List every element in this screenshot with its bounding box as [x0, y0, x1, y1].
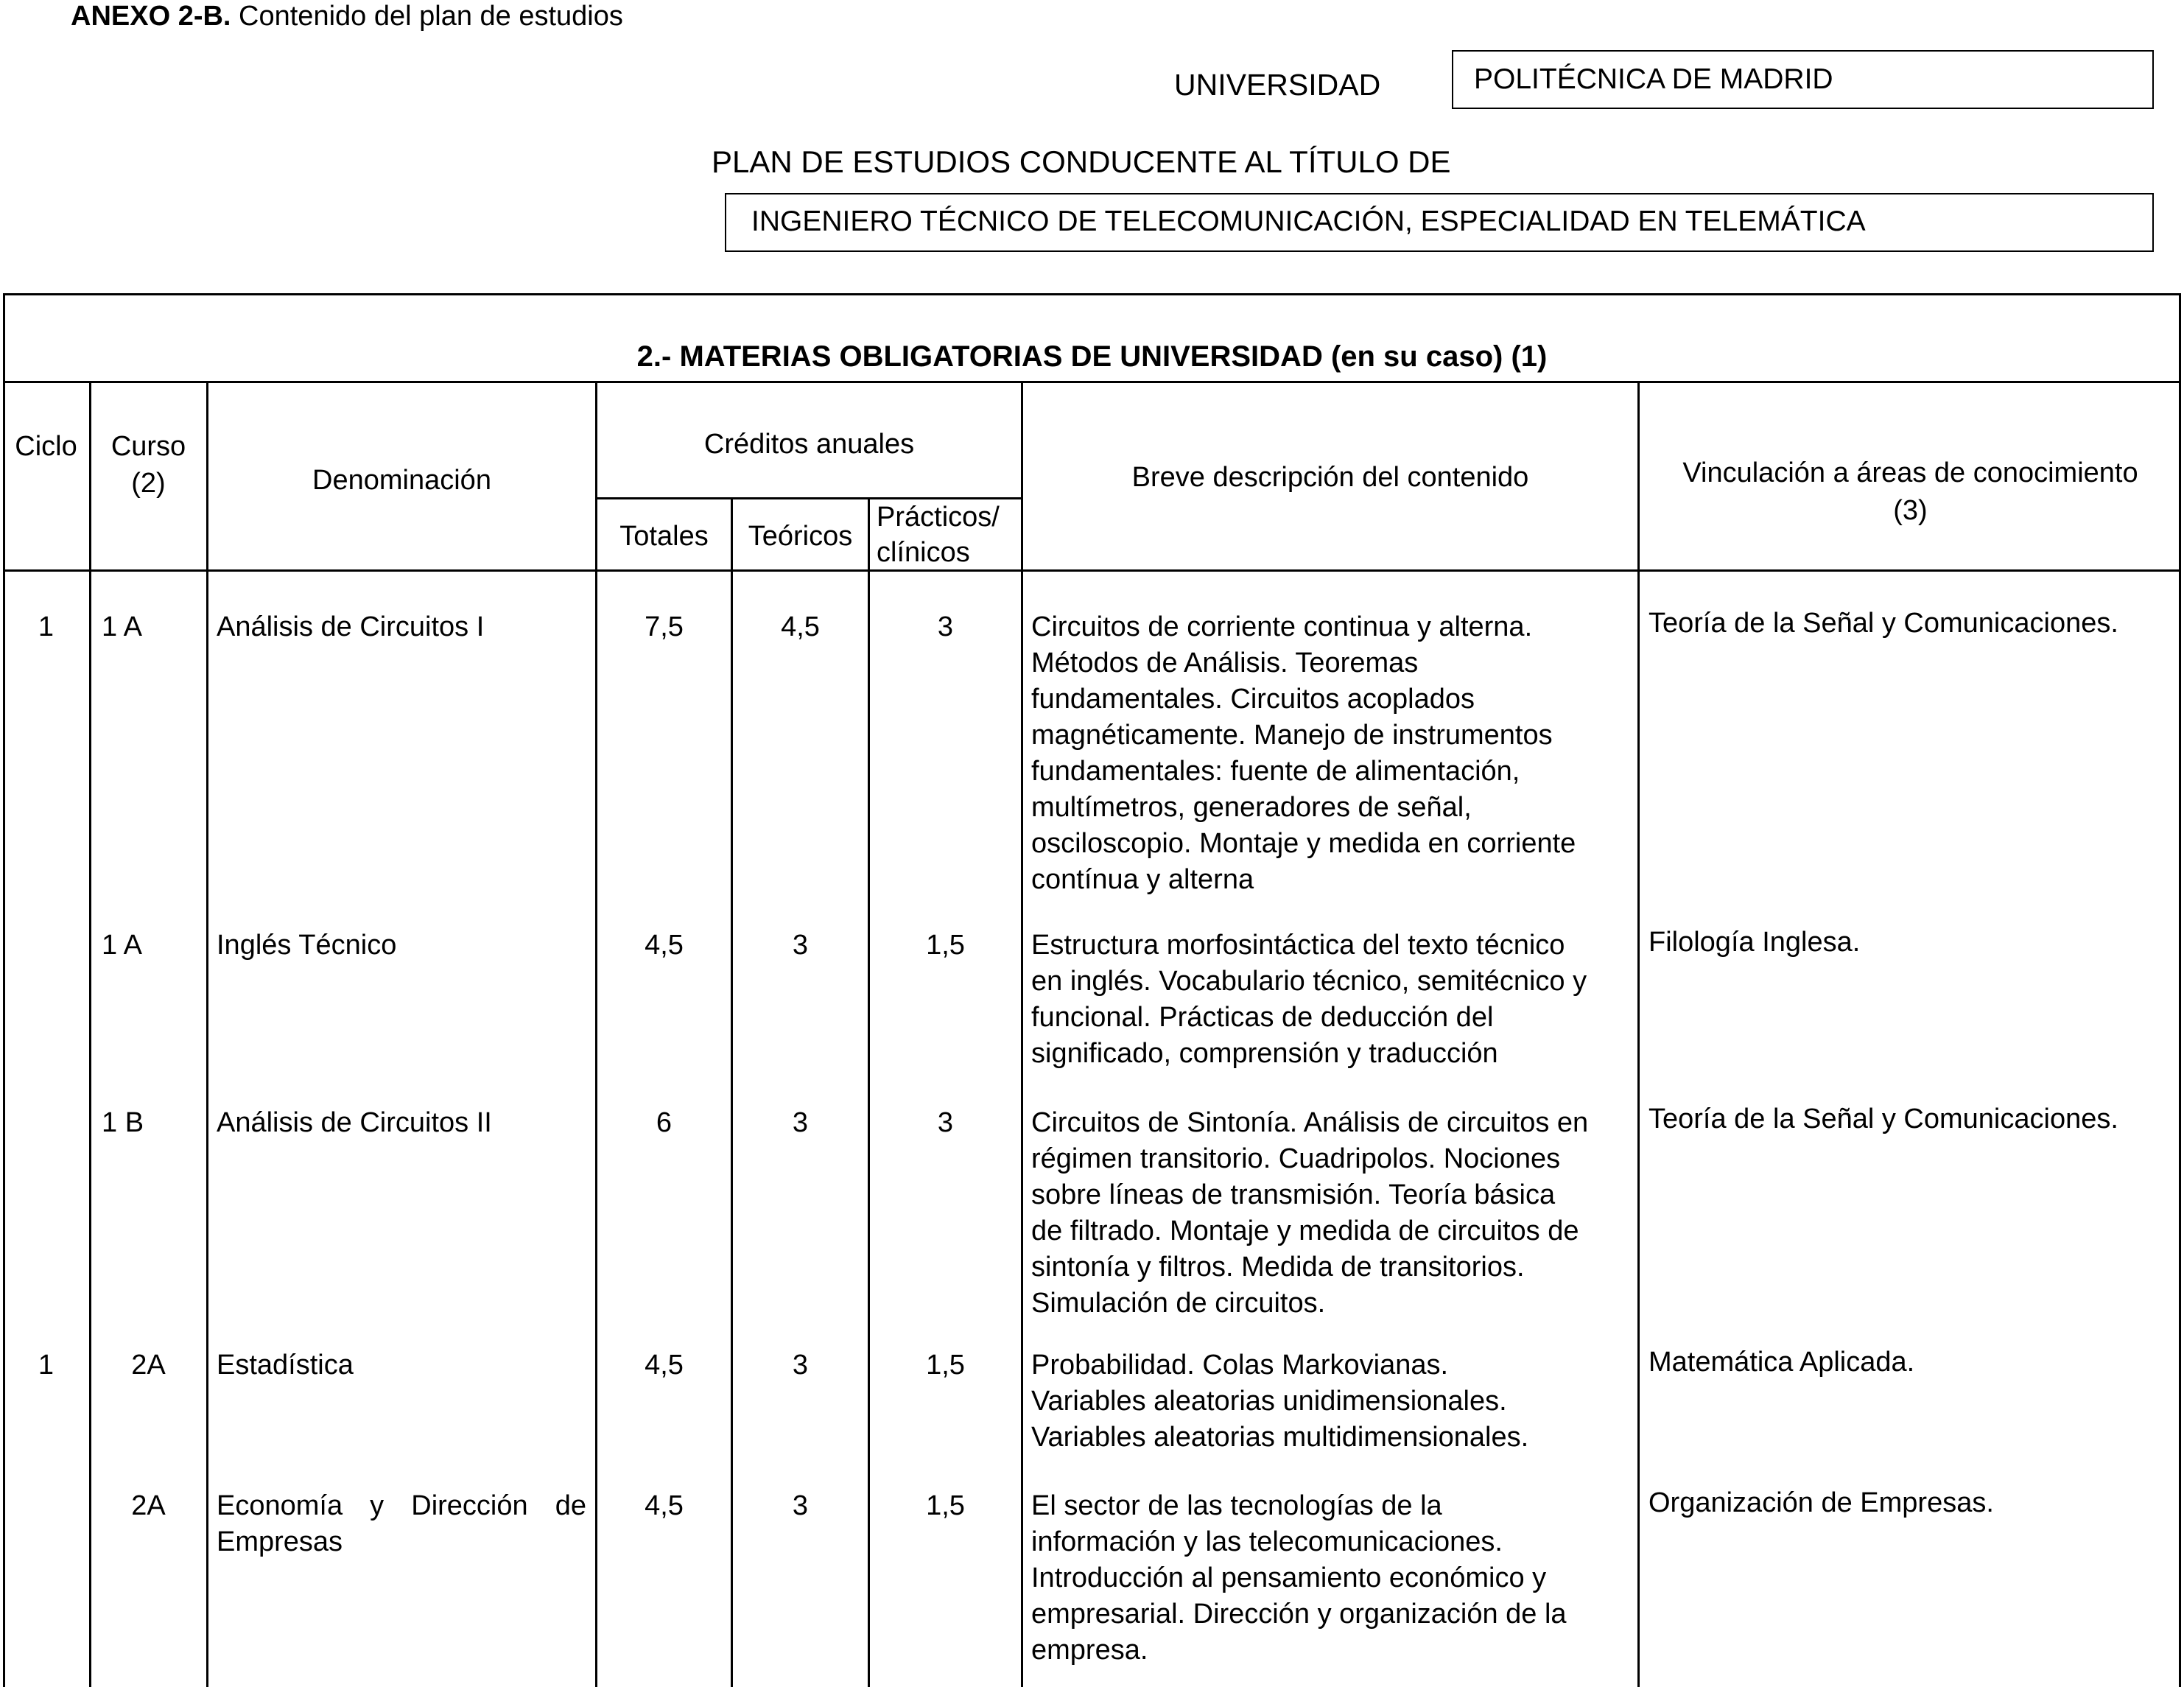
description-line: osciloscopio. Montaje y medida en corriente: [1031, 828, 1576, 859]
cell-ciclo: 1: [38, 1350, 55, 1381]
header-vinculacion-note: (3): [1893, 495, 1928, 526]
header-curso: Curso: [110, 431, 186, 462]
description-line: de filtrado. Montaje y medida de circuitos de: [1031, 1216, 1579, 1246]
header-practicos: Prácticos/: [877, 502, 1000, 533]
cell-teoricos: 4,5: [781, 611, 820, 642]
header-curso-note: (2): [131, 468, 166, 499]
cell-descripcion: [1031, 1105, 1588, 1322]
cell-denominacion: Análisis de Circuitos I: [217, 611, 485, 642]
cell-curso: 1 A: [102, 611, 142, 642]
header-descripcion: Breve descripción del contenido: [1131, 462, 1529, 493]
cell-totales: 6: [656, 1107, 673, 1138]
cell-totales: 7,5: [645, 611, 684, 642]
cell-practicos: 3: [937, 611, 954, 642]
cell-teoricos: 3: [792, 1490, 809, 1521]
column-divider-practicos: [1021, 383, 1023, 1687]
description-line: significado, comprensión y traducción: [1031, 1038, 1498, 1069]
description-line: en inglés. Vocabulario técnico, semitécnico y: [1031, 966, 1587, 997]
cell-denominacion: [217, 1488, 586, 1560]
description-line: funcional. Prácticas de deducción del: [1031, 1002, 1494, 1033]
cell-denominacion: Estadística: [217, 1350, 354, 1381]
header-ciclo: Ciclo: [15, 431, 77, 462]
description-line: Introducción al pensamiento económico y: [1031, 1563, 1547, 1593]
cell-teoricos: 3: [792, 1107, 809, 1138]
cell-totales: 4,5: [645, 1490, 684, 1521]
description-line: fundamentales: fuente de alimentación,: [1031, 756, 1520, 787]
description-line: Variables aleatorias multidimensionales.: [1031, 1422, 1529, 1453]
university-label: UNIVERSIDAD: [1174, 68, 1381, 102]
cell-curso: 2A: [131, 1350, 166, 1381]
cell-vinculacion: Filología Inglesa.: [1648, 927, 1861, 958]
denominacion-line: Empresas: [217, 1526, 343, 1557]
header-clinicos: clínicos: [877, 537, 970, 568]
table-title: 2.- MATERIAS OBLIGATORIAS DE UNIVERSIDAD (en su caso) (1): [636, 340, 1548, 373]
cell-practicos: 1,5: [926, 1350, 965, 1381]
annex-label: ANEXO 2-B.: [71, 1, 231, 32]
cell-ciclo: 1: [38, 611, 55, 642]
description-line: Circuitos de corriente continua y alterna.: [1031, 611, 1533, 642]
cell-practicos: 3: [937, 1107, 954, 1138]
description-line: magnéticamente. Manejo de instrumentos: [1031, 720, 1553, 751]
university-field: [1452, 50, 2154, 109]
cell-denominacion: Inglés Técnico: [217, 930, 397, 961]
description-line: Simulación de circuitos.: [1031, 1288, 1326, 1319]
cell-descripcion: [1031, 1488, 1567, 1669]
title-row-divider: [3, 381, 2181, 383]
cell-practicos: 1,5: [926, 930, 965, 961]
description-line: El sector de las tecnologías de la: [1031, 1490, 1442, 1521]
cell-totales: 4,5: [645, 1350, 684, 1381]
header-creditos-anuales: Créditos anuales: [703, 429, 915, 460]
cell-vinculacion: Organización de Empresas.: [1648, 1487, 1994, 1518]
annex-heading: [71, 0, 623, 32]
description-line: Circuitos de Sintonía. Análisis de circuitos en: [1031, 1107, 1589, 1138]
column-divider-curso: [206, 383, 208, 1687]
degree-title-field: [725, 193, 2154, 252]
description-line: contínua y alterna: [1031, 864, 1254, 895]
cell-descripcion: [1031, 1347, 1528, 1456]
description-line: régimen transitorio. Cuadripolos. Nociones: [1031, 1143, 1561, 1174]
cell-totales: 4,5: [645, 930, 684, 961]
description-line: Estructura morfosintáctica del texto técnico: [1031, 930, 1565, 961]
description-line: Probabilidad. Colas Markovianas.: [1031, 1350, 1449, 1381]
header-denominacion: Denominación: [312, 465, 491, 496]
description-line: fundamentales. Circuitos acoplados: [1031, 684, 1475, 715]
annex-subtitle: Contenido del plan de estudios: [231, 1, 623, 32]
cell-teoricos: 3: [792, 930, 809, 961]
cell-vinculacion: Matemática Aplicada.: [1648, 1347, 1915, 1378]
university-value: POLITÉCNICA DE MADRID: [1474, 63, 1833, 95]
description-line: empresarial. Dirección y organización de la: [1031, 1599, 1567, 1630]
cell-denominacion: Análisis de Circuitos II: [217, 1107, 492, 1138]
description-line: sobre líneas de transmisión. Teoría básica: [1031, 1179, 1556, 1210]
header-teoricos: Teóricos: [748, 521, 853, 552]
cell-curso: 1 A: [102, 930, 142, 961]
description-line: multímetros, generadores de señal,: [1031, 792, 1472, 823]
cell-curso: 2A: [131, 1490, 166, 1521]
header-row-divider: [3, 569, 2181, 572]
cell-vinculacion: Teoría de la Señal y Comunicaciones.: [1648, 608, 2118, 639]
column-divider-descripcion: [1637, 383, 1640, 1687]
cell-descripcion: [1031, 927, 1587, 1072]
description-line: información y las telecomunicaciones.: [1031, 1526, 1503, 1557]
plan-label: PLAN DE ESTUDIOS CONDUCENTE AL TÍTULO DE: [712, 144, 1451, 179]
degree-title-value: INGENIERO TÉCNICO DE TELECOMUNICACIÓN, ESPECIALIDAD EN TELEMÁTICA: [751, 206, 1866, 237]
description-line: Variables aleatorias unidimensionales.: [1031, 1386, 1507, 1417]
description-line: Métodos de Análisis. Teoremas: [1031, 648, 1419, 678]
description-line: empresa.: [1031, 1635, 1148, 1666]
description-line: sintonía y filtros. Medida de transitorios.: [1031, 1252, 1525, 1283]
header-vinculacion: Vinculación a áreas de conocimiento: [1682, 457, 2138, 488]
cell-practicos: 1,5: [926, 1490, 965, 1521]
cell-teoricos: 3: [792, 1350, 809, 1381]
cell-curso: 1 B: [102, 1107, 144, 1138]
header-totales: Totales: [619, 521, 709, 552]
cell-descripcion: [1031, 609, 1576, 898]
cell-vinculacion: Teoría de la Señal y Comunicaciones.: [1648, 1104, 2118, 1134]
denominacion-line: Economía y Dirección de: [217, 1490, 586, 1521]
